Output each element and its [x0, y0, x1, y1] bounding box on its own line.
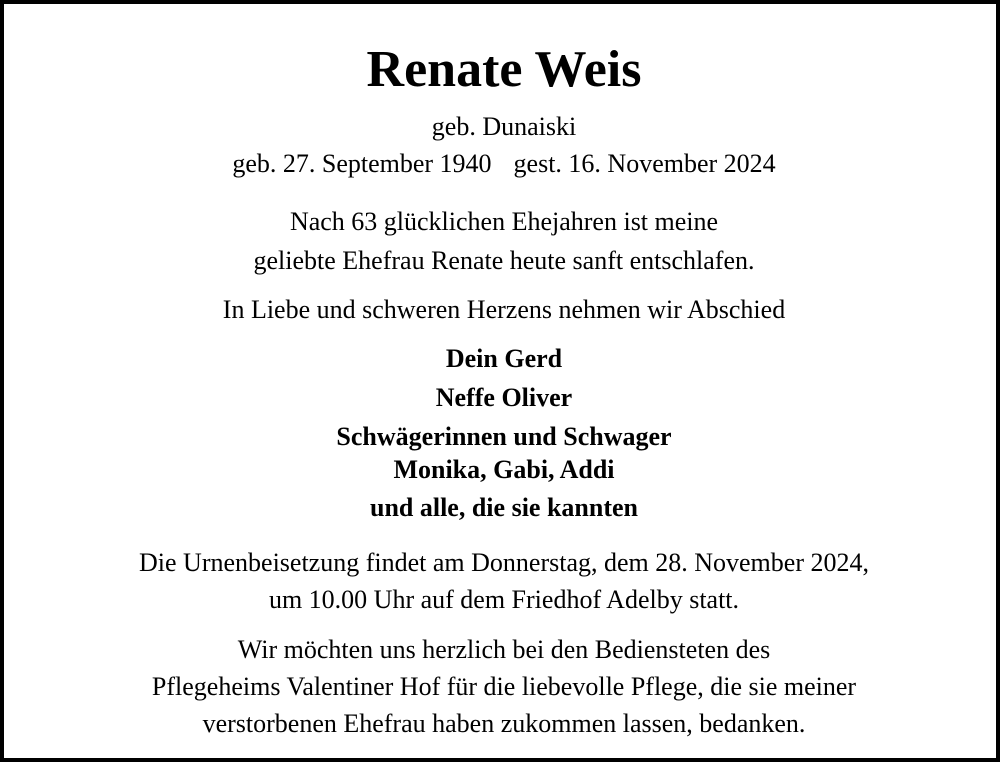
- mourner-line: Dein Gerd: [445, 344, 563, 373]
- life-dates: [4, 151, 1000, 177]
- deceased-name: Renate Weis: [366, 41, 642, 98]
- maiden-name: geb. Dunaiski: [431, 112, 577, 141]
- thanks-line: Pflegeheims Valentiner Hof für die liebevolle Pflege, die sie meiner: [151, 672, 857, 701]
- thanks-line: Wir möchten uns herzlich bei den Bediensteten des: [237, 635, 771, 664]
- thanks-line: verstorbenen Ehefrau haben zukommen lassen, bedanken.: [202, 709, 806, 738]
- message-line: geliebte Ehefrau Renate heute sanft entschlafen.: [253, 246, 755, 275]
- farewell-line: In Liebe und schweren Herzens nehmen wir Abschied: [222, 295, 786, 324]
- funeral-line: Die Urnenbeisetzung findet am Donnerstag, dem 28. November 2024,: [139, 548, 869, 577]
- mourner-line: Schwägerinnen und Schwager: [336, 422, 672, 451]
- birth-date: geb. 27. September 1940: [232, 149, 492, 178]
- mourner-line: und alle, die sie kannten: [369, 493, 638, 522]
- funeral-line: um 10.00 Uhr auf dem Friedhof Adelby statt.: [268, 585, 740, 614]
- death-date: gest. 16. November 2024: [513, 149, 776, 178]
- mourner-line: Neffe Oliver: [435, 383, 573, 412]
- message-line: Nach 63 glücklichen Ehejahren ist meine: [289, 207, 719, 236]
- mourner-line: Monika, Gabi, Addi: [393, 455, 615, 484]
